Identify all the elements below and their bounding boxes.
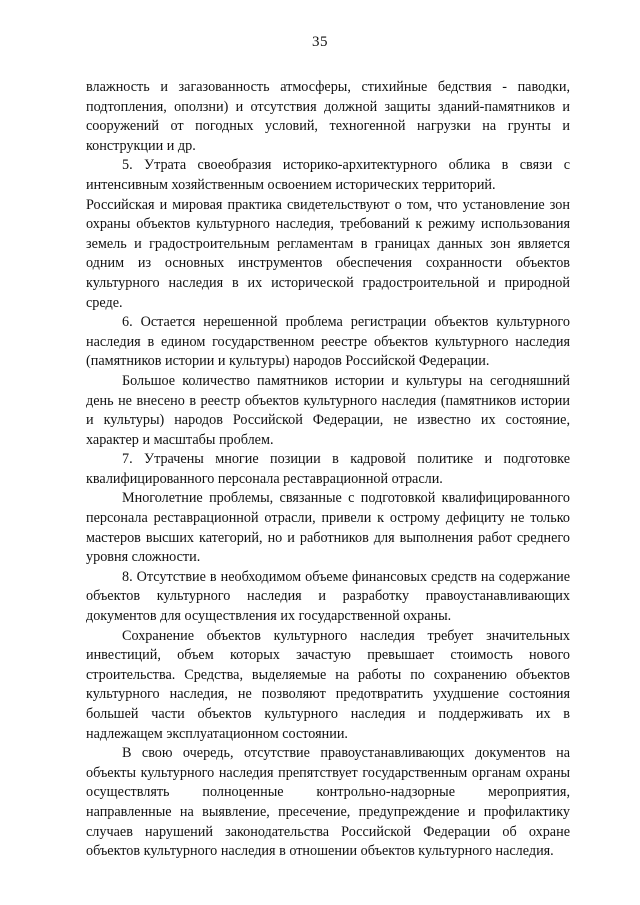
paragraph-continuation: влажность и загазованность атмосферы, стихийные бедствия - паводки, подтопления, оползни) и отсутствия должной защиты зданий-памятников и сооружений от погодных условий, техногенной нагрузки на грунты и конструкции и др. <box>86 79 570 154</box>
paragraph-item-5: 5. Утрата своеобразия историко-архитектурного облика в связи с интенсивным хозяйственным освоением исторических территорий. <box>86 157 570 193</box>
document-body <box>86 78 570 862</box>
paragraph-investment: Сохранение объектов культурного наследия требует значительных инвестиций, объем которых зачастую превышает стоимость нового строительства. Средства, выделяемые на работы по сохранению объектов культурного наследия, не позволяют предотвратить ухудшение состояния большей части объектов культурного наследия и поддерживать их в надлежащем эксплуатационном состоянии. <box>86 627 570 742</box>
paragraph-practice: Российская и мировая практика свидетельствуют о том, что установление зон охраны объектов культурного наследия, требований к режиму использования земель и градостроительным регламентам в границах данных зон является одним из основных инструментов обеспечения сохранности объектов культурного наследия в их исторической градостроительной и природной среде. <box>86 196 570 311</box>
page-number: 35 <box>312 34 328 50</box>
paragraph-staff: Многолетние проблемы, связанные с подготовкой квалифицированного персонала реставрационной отрасли, привели к острому дефициту не только мастеров высших категорий, но и работников для выполнения работ среднего уровня сложности. <box>86 490 570 566</box>
paragraph-legal-docs: В свою очередь, отсутствие правоустанавливающих документов на объекты культурного наследия препятствует государственным органам охраны осуществлять полноценные контрольно-надзорные мероприятия, направленные на выявление, пресечение, предупреждение и профилактику случаев нарушений законодательства Российской Федерации об охране объектов культурного наследия в отношении объектов культурного наследия. <box>86 745 570 860</box>
paragraph-item-6: 6. Остается нерешенной проблема регистрации объектов культурного наследия в едином государственном реестре объектов культурного наследия (памятников истории и культуры) народов Российской Федерации. <box>86 314 570 370</box>
paragraph-item-8: 8. Отсутствие в необходимом объеме финансовых средств на содержание объектов культурного наследия и разработку правоустанавливающих документов для осуществления их государственной охраны. <box>86 568 570 625</box>
paragraph-item-7: 7. Утрачены многие позиции в кадровой политике и подготовке квалифицированного персонала реставрационной отрасли. <box>86 451 570 487</box>
paragraph-registry: Большое количество памятников истории и культуры на сегодняшний день не внесено в реестр объектов культурного наследия (памятников истории и культуры) народов Российской Федерации, не известно их состояние, характер и масштабы проблем. <box>86 372 570 448</box>
